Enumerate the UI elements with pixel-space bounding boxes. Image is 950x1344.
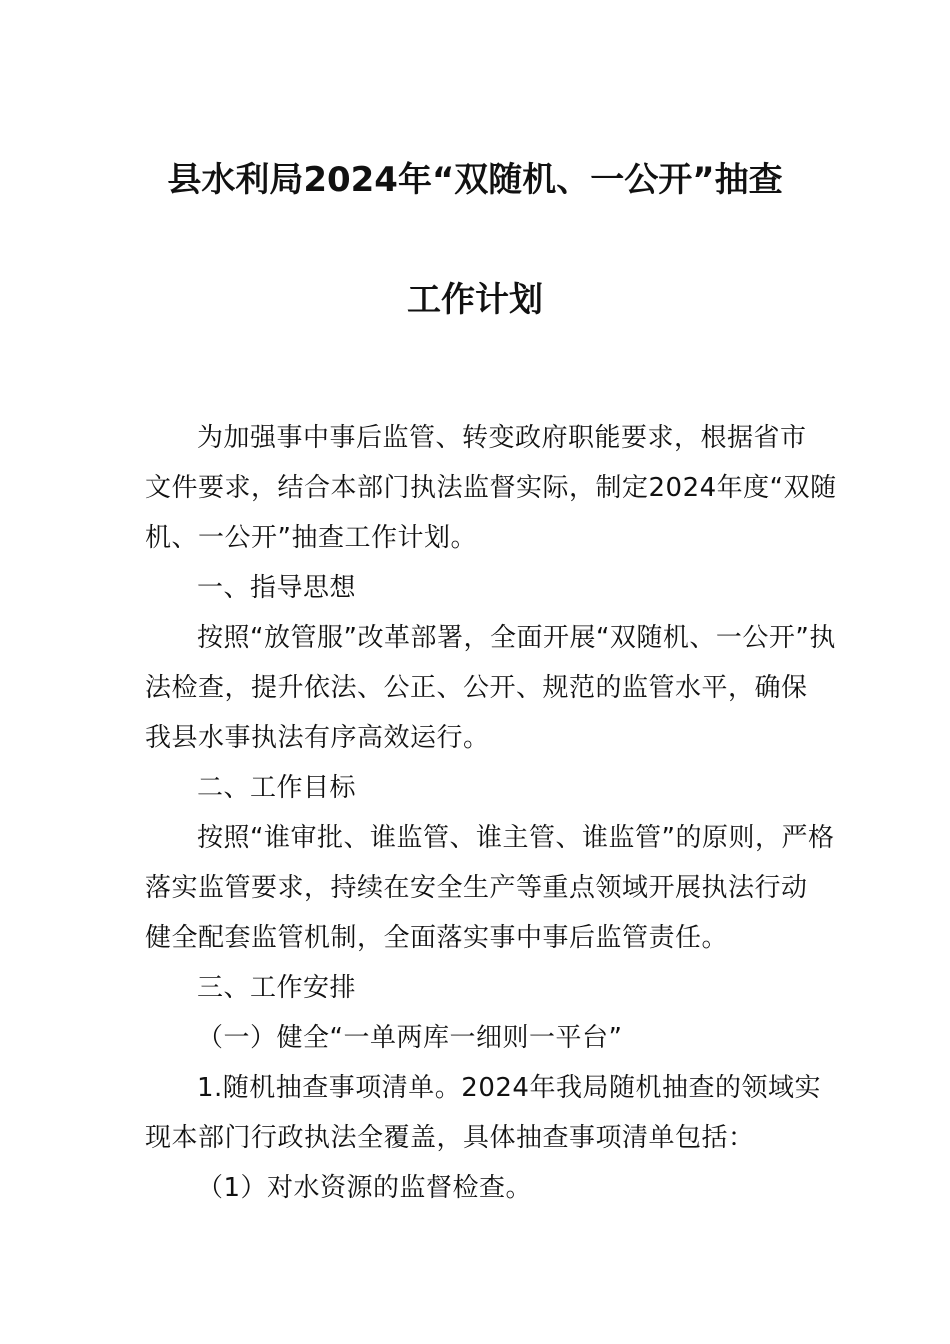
paragraph-intro-line-2: 文件要求，结合本部门执法监督实际，制定2024年度“双随 (145, 473, 837, 503)
document-title-line-2: 工作计划 (407, 280, 543, 320)
paragraph-checklist-line-1: 1.随机抽查事项清单。2024年我局随机抽查的领域实 (197, 1073, 821, 1103)
subsection-heading-one: （一）健全“一单两库一细则一平台” (197, 1023, 623, 1053)
list-item-water-resources: （1）对水资源的监督检查。 (197, 1173, 533, 1203)
paragraph-goals-line-1: 按照“谁审批、谁监管、谁主管、谁监管”的原则，严格 (197, 823, 835, 853)
section-heading-work-goals: 二、工作目标 (197, 773, 357, 803)
paragraph-goals-line-2: 落实监管要求，持续在安全生产等重点领域开展执法行动 (145, 873, 808, 903)
section-heading-guiding-ideology: 一、指导思想 (197, 573, 357, 603)
section-heading-work-arrangement: 三、工作安排 (197, 973, 357, 1003)
document-title-line-1: 县水利局2024年“双随机、一公开”抽查 (167, 160, 783, 200)
paragraph-intro-line-3: 机、一公开”抽查工作计划。 (145, 523, 477, 553)
paragraph-guiding-line-2: 法检查，提升依法、公正、公开、规范的监管水平，确保 (145, 673, 808, 703)
paragraph-guiding-line-1: 按照“放管服”改革部署，全面开展“双随机、一公开”执 (197, 623, 836, 653)
paragraph-goals-line-3: 健全配套监管机制，全面落实事中事后监管责任。 (145, 923, 729, 953)
paragraph-intro-line-1: 为加强事中事后监管、转变政府职能要求，根据省市 (197, 423, 807, 453)
paragraph-guiding-line-3: 我县水事执法有序高效运行。 (145, 723, 490, 753)
paragraph-checklist-line-2: 现本部门行政执法全覆盖，具体抽查事项清单包括： (145, 1123, 755, 1153)
